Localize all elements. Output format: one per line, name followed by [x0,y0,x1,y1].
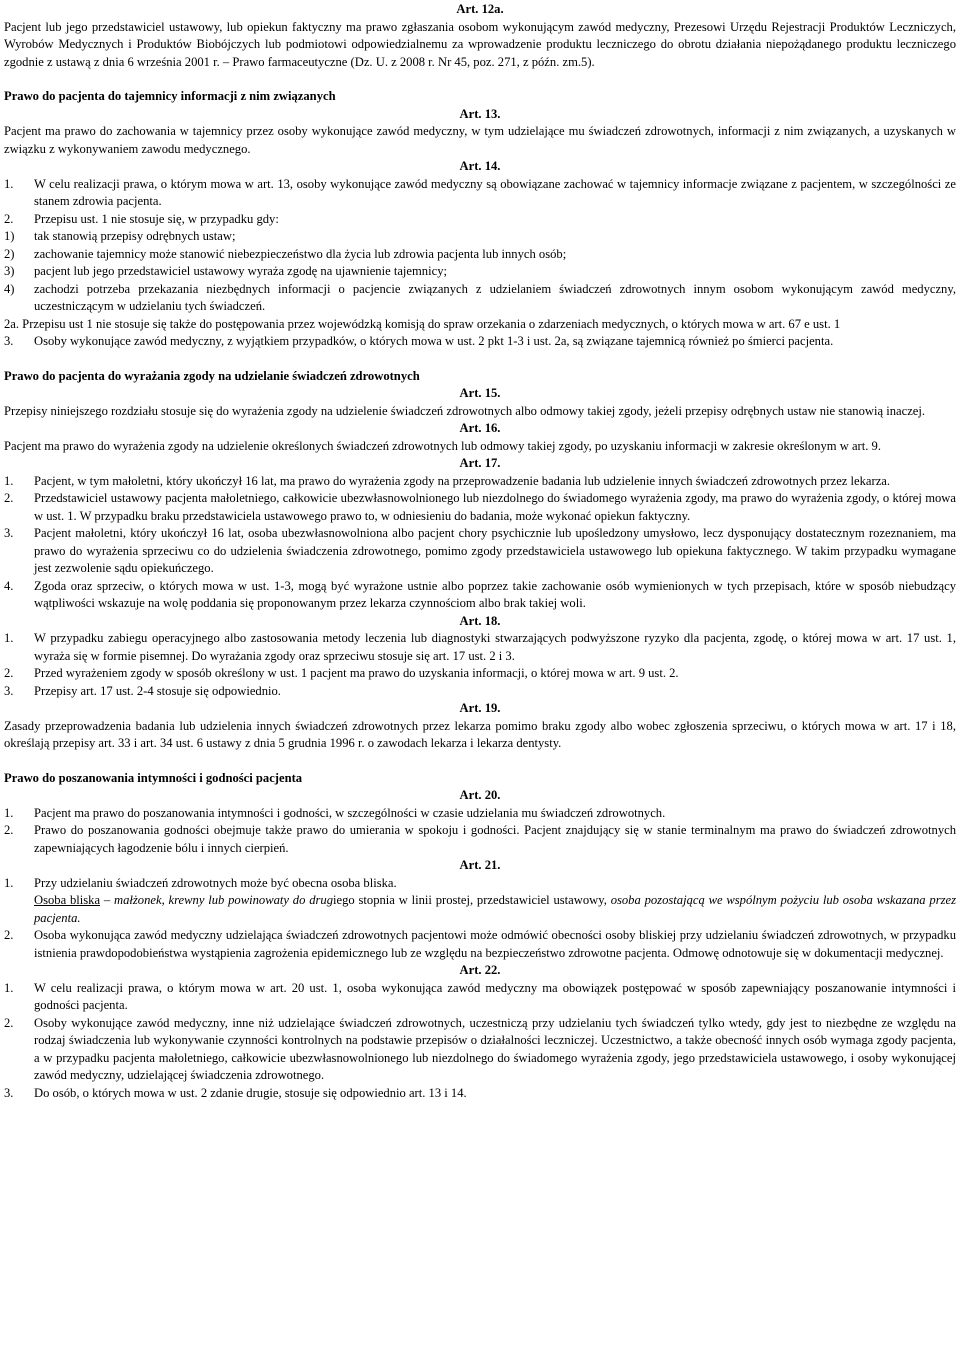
art19-text: Zasady przeprowadzenia badania lub udzielenia innych świadczeń zdrowotnych przez lekarza pomimo braku zgody albo wobec zgłoszenia sprzeciwu, o których mowa w art. 17 i 18, określają przepisy art. 33 i art. 34 ust. 6 ustawy z dnia 5 grudnia 1996 r. o zawodach lekarza i lekarza dentysty. [4,718,956,750]
section-consent-title: Prawo do pacjenta do wyrażania zgody na udzielanie świadczeń zdrowotnych [4,368,420,383]
item-text: Osoby wykonujące zawód medyczny, z wyjątkiem przypadków, o których mowa w ust. 2 pkt 1-3 i ust. 2a, są związane tajemnicą również po śmierci pacjenta. [34,334,834,348]
item-text: W celu realizacji prawa, o którym mowa w art. 13, osoby wykonujące zawód medyczny są obowiązane zachować w tajemnicy informacje związane z pacjentem, w szczególności ze stanem zdrowia pacjenta. [34,176,956,208]
item-text: Zgoda oraz sprzeciw, o których mowa w ust. 1-3, mogą być wyrażone ustnie albo poprzez takie zachowanie osób wymienionych w tych przepisach, które w sposób niebudzący wątpliwości wskazuje na wolę poddania się proponowanym przez lekarza czynnościom albo brak takiej woli. [34,578,956,610]
item-number: 2. [4,491,14,505]
definition-term: Osoba bliska [34,893,101,907]
list-item [4,490,956,525]
list-item [4,473,956,491]
art18-list [4,630,956,700]
item-number: 3. [4,1085,14,1100]
item-number: 2. [4,823,14,837]
item-number: 3. [4,526,14,540]
list-item [4,578,956,613]
definition-italic-1: małżonek, krewny lub powinowaty do drug [114,893,334,907]
item-number: 1. [4,875,14,890]
definition-plain: iego stopnia w linii prostej, przedstawiciel ustawowy, [333,893,611,907]
item-text: Prawo do poszanowania godności obejmuje także prawo do umierania w spokoju i godności. Pacjent znajdujący się w stanie terminalnym ma prawo do świadczeń zdrowotnych zapewniających łagodzenie bólu i innych cierpień. [34,823,956,855]
item-text: Przepisu ust. 1 nie stosuje się, w przypadku gdy: [34,211,279,226]
item-text: tak stanowią przepisy odrębnych ustaw; [34,229,236,243]
art15-text: Przepisy niniejszego rozdziału stosuje się do wyrażenia zgody na udzielenie świadczeń zdrowotnych albo odmowy takiej zgody, jeżeli przepisy odrębnych ustaw nie stanowią inaczej. [4,403,926,418]
item-text: Do osób, o których mowa w ust. 2 zdanie drugie, stosuje się odpowiednio art. 13 i 14. [34,1085,467,1100]
art21-heading: Art. 21. [459,858,501,872]
art20-list [4,805,956,858]
item-text: W celu realizacji prawa, o którym mowa w art. 20 ust. 1, osoba wykonująca zawód medyczny ma obowiązek postępować w sposób zapewniający poszanowanie intymności i godności pacjenta. [34,980,956,1012]
item-number: 2. [4,666,14,680]
art22-list [4,980,956,1103]
art22-heading: Art. 22. [459,963,501,977]
art14-item-3 [4,333,956,351]
art13-heading: Art. 13. [459,106,501,121]
item-number: 3. [4,683,14,698]
list-item [4,525,956,578]
art16-heading: Art. 16. [459,421,501,435]
art14-point-list [4,228,956,316]
art18-heading: Art. 18. [459,613,501,628]
item-number: 2. [4,1015,14,1030]
art14-item-1 [4,176,956,211]
art21-item-2 [4,927,956,962]
item-text: Przy udzielaniu świadczeń zdrowotnych może być obecna osoba bliska. [34,875,397,890]
list-item [4,228,956,246]
list-item [4,805,956,823]
item-text: Przepisy art. 17 ust. 2-4 stosuje się odpowiednio. [34,683,281,698]
list-item [4,246,956,264]
list-item [4,980,956,1015]
item-number: 1) [4,229,15,243]
item-number: 2. [4,928,14,942]
item-number: 3) [4,264,15,278]
art14-item-2 [4,211,956,229]
art16-text: Pacjent ma prawo do wyrażenia zgody na udzielenie określonych świadczeń zdrowotnych lub odmowy takiej zgody, po uzyskaniu informacji w zakresie określonym w art. 9. [4,438,881,453]
item-text: Pacjent małoletni, który ukończył 16 lat, osoba ubezwłasnowolniona albo pacjent chory psychicznie lub upośledzony umysłowo, lecz dysponujący dostatecznym rozeznaniem, ma prawo do wyrażenia sprzeciwu co do udzielenia świadczenia zdrowotnego, pomimo zgody przedstawiciela ustawowego lub opiekuna faktycznego. W takim przypadku wymagane jest zezwolenie sądu opiekuńczego. [34,526,956,575]
item-number: 1. [4,805,14,820]
art15-heading: Art. 15. [459,386,501,400]
art21-item-1 [4,875,956,893]
item-number: 1. [4,473,14,488]
art12a-text: Pacjent lub jego przedstawiciel ustawowy, lub opiekun faktyczny ma prawo zgłaszania osobom wykonującym zawód medyczny, Prezesowi Urzędu Rejestracji Produktów Leczniczych, Wyrobów Medycznych i Produktów Biobójczych lub podmiotowi odpowiedzialnemu za wprowadzenie produktu leczniczego do obrotu działania niepożądanego produktu leczniczego zgodnie z ustawą z dnia 6 września 2001 r. – Prawo farmaceutyczne (Dz. U. z 2008 r. Nr 45, poz. 271, z późn. zm.5). [4,19,956,69]
art12a-heading: Art. 12a. [456,2,504,16]
list-item [4,1015,956,1085]
definition-dash: – [100,893,114,907]
art17-list [4,473,956,613]
item-number: 4. [4,578,14,593]
item-text: Przedstawiciel ustawowy pacjenta małoletniego, całkowicie ubezwłasnowolnionego lub niezdolnego do świadomego wyrażenia zgody, ma prawo do wyrażenia zgody, o której mowa w ust. 1. W przypadku braku przedstawiciela ustawowego prawo to, w odniesieniu do badania, może wykonać opiekun faktyczny. [34,491,956,523]
art20-heading: Art. 20. [459,788,501,802]
item-text: Osoba wykonująca zawód medyczny udzielająca świadczeń zdrowotnych pacjentowi może odmówić obecności osoby bliskiej przy udzielaniu świadczeń zdrowotnych, w przypadku istnienia prawdopodobieństwa wystąpienia zagrożenia epidemicznego lub ze względu na bezpieczeństwo zdrowotne pacjenta. Odmowę odnotowuje się w dokumentacji medycznej. [34,928,956,960]
section-dignity-title: Prawo do poszanowania intymności i godności pacjenta [4,770,303,785]
list-item [4,630,956,665]
item-number: 2. [4,211,14,226]
item-number: 1. [4,631,14,645]
list-item [4,822,956,857]
list-item [4,665,956,683]
item-number: 2) [4,246,15,261]
item-number: 3. [4,334,14,348]
list-item [4,263,956,281]
item-number: 4) [4,281,15,296]
item-number: 1. [4,176,14,191]
section-secret-title: Prawo do pacjenta do tajemnicy informacji z nim związanych [4,89,336,103]
item-text: Pacjent ma prawo do poszanowania intymności i godności, w szczególności w czasie udzielania mu świadczeń zdrowotnych. [34,805,666,820]
art14-heading: Art. 14. [459,159,501,173]
item-text: zachodzi potrzeba przekazania niezbędnych informacji o pacjencie związanych z udzielaniem świadczeń zdrowotnych innym osobom wykonującym zawód medyczny, uczestniczącym w udzielaniu tych świadczeń. [34,281,956,313]
art19-heading: Art. 19. [459,701,501,715]
list-item [4,1085,956,1103]
list-item [4,281,956,316]
item-text: W przypadku zabiegu operacyjnego albo zastosowania metody leczenia lub diagnostyki stwarzających podwyższone ryzyko dla pacjenta, zgodę, o której mowa w art. 17 ust. 1, wyraża się w formie pisemnej. Do wyrażania zgody oraz sprzeciwu stosuje się art. 17 ust. 2 i 3. [34,631,956,663]
item-number: 1. [4,980,14,995]
art17-heading: Art. 17. [459,456,501,470]
list-item [4,683,956,701]
item-text: zachowanie tajemnicy może stanowić niebezpieczeństwo dla życia lub zdrowia pacjenta lub innych osób; [34,246,567,261]
definition-close-person [4,892,956,927]
item-text: Pacjent, w tym małoletni, który ukończył 16 lat, ma prawo do wyrażenia zgody na przeprowadzenie badania lub udzielenie innych świadczeń zdrowotnych przez lekarza. [34,473,891,488]
art14-item-2a: 2a. Przepisu ust 1 nie stosuje się także do postępowania przez wojewódzką komisją do spraw orzekania o zdarzeniach medycznych, o których mowa w art. 67 e ust. 1 [4,316,841,331]
item-text: pacjent lub jego przedstawiciel ustawowy wyraża zgodę na ujawnienie tajemnicy; [34,264,447,278]
art13-text: Pacjent ma prawo do zachowania w tajemnicy przez osoby wykonujące zawód medyczny, w tym udzielające mu świadczeń zdrowotnych, informacji z nim związanych, a uzyskanych w związku z wykonywaniem zawodu medycznego. [4,124,956,156]
item-text: Przed wyrażeniem zgody w sposób określony w ust. 1 pacjent ma prawo do uzyskania informacji, o której mowa w art. 9 ust. 2. [34,666,679,680]
definition-italic-2: osoba pozostającą we wspólnym pożyciu lub osoba wskazana przez pacjenta. [34,893,957,925]
item-text: Osoby wykonujące zawód medyczny, inne niż udzielające świadczeń zdrowotnych, uczestniczą przy udzielaniu tych świadczeń tylko wtedy, gdy jest to niezbędne ze względu na rodzaj świadczenia lub wykonywanie czynności kontrolnych na podstawie przepisów o działalności leczniczej. Uczestnictwo, a także obecność innych osób wymaga zgody pacjenta, a w przypadku pacjenta małoletniego, całkowicie ubezwłasnowolnionego lub niezdolnego do świadomego wyrażenia zgody, jego przedstawiciela ustawowego, i osoby wykonującej zawód medyczny, udzielającej świadczenia zdrowotnego. [34,1015,956,1082]
